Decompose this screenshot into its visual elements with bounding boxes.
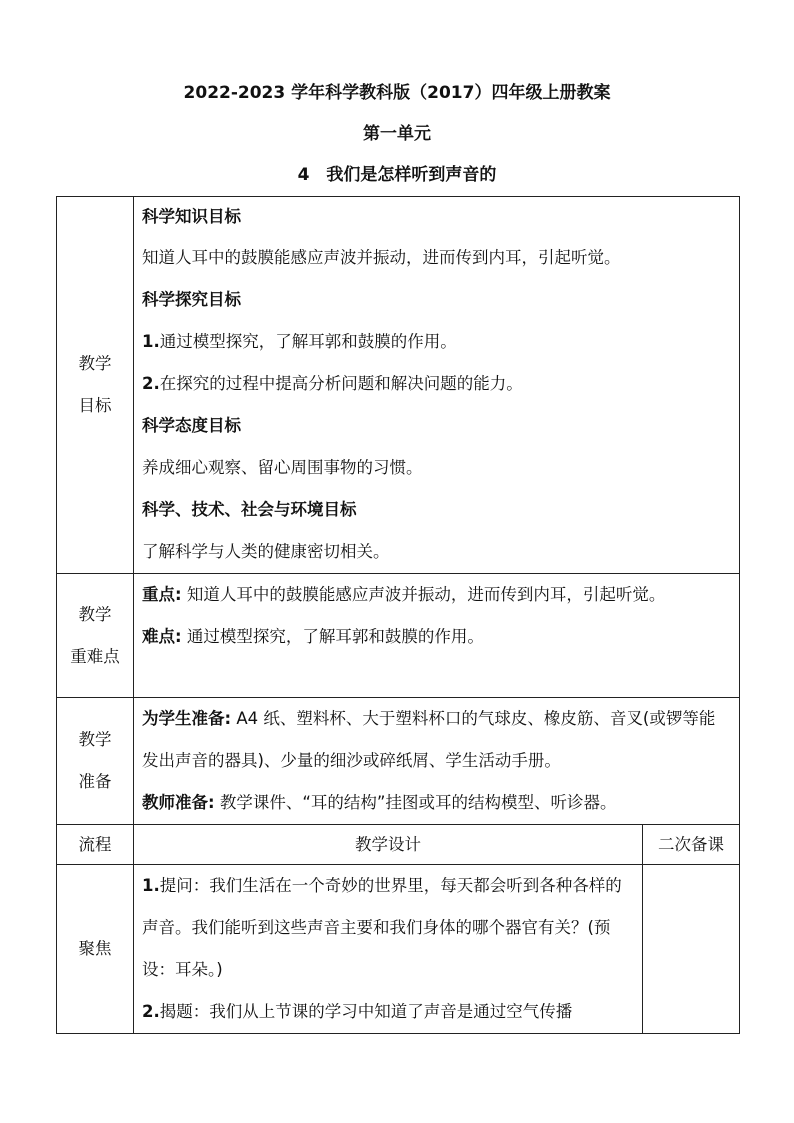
preparation-label-line2: 准备 xyxy=(78,772,112,791)
key-points-label xyxy=(57,574,134,698)
sts-heading: 科学、技术、社会与环境目标 xyxy=(142,500,357,519)
key-points-content xyxy=(134,574,740,698)
column-header-row xyxy=(57,825,740,865)
key-points-label-line1: 教学 xyxy=(78,604,112,624)
focus-item-1-text: 提问：我们生活在一个奇妙的世界里，每天都会听到各种各样的声音。我们能听到这些声音主要和我们身体的哪个器官有关？(预设：耳朵。) xyxy=(142,876,622,979)
key-point-label: 重点: xyxy=(142,585,182,604)
difficult-point xyxy=(142,616,733,658)
unit-title: 第一单元 xyxy=(363,124,431,144)
focus-label: 聚焦 xyxy=(57,865,134,1034)
knowledge-text: 知道人耳中的鼓膜能感应声波并振动，进而传到内耳，引起听觉。 xyxy=(142,248,621,267)
inquiry-item-2-number: 2. xyxy=(142,374,160,393)
inquiry-heading: 科学探究目标 xyxy=(142,290,241,309)
focus-item-1-number: 1. xyxy=(142,876,160,895)
document-title: 2022-2023 学年科学教科版（2017）四年级上册教案 xyxy=(183,83,611,103)
focus-notes-cell xyxy=(643,865,740,1034)
teacher-preparation xyxy=(142,782,733,824)
inquiry-item-1-number: 1. xyxy=(142,332,160,351)
column-header-notes: 二次备课 xyxy=(643,825,740,865)
column-header-design: 教学设计 xyxy=(134,825,643,865)
attitude-heading: 科学态度目标 xyxy=(142,416,241,435)
teacher-preparation-label: 教师准备: xyxy=(142,793,215,812)
preparation-label-line1: 教学 xyxy=(78,730,112,749)
knowledge-heading: 科学知识目标 xyxy=(142,207,241,226)
inquiry-item-1 xyxy=(142,321,733,363)
focus-content xyxy=(134,865,643,1034)
lesson-title: 4 我们是怎样听到声音的 xyxy=(297,165,497,185)
focus-item-2-text: 揭题：我们从上节课的学习中知道了声音是通过空气传播 xyxy=(159,1002,573,1021)
preparation-content xyxy=(134,698,740,825)
focus-item-1 xyxy=(142,865,636,991)
preparation-row xyxy=(57,698,740,825)
difficult-point-label: 难点: xyxy=(142,627,182,646)
column-header-flow: 流程 xyxy=(57,825,134,865)
objectives-content xyxy=(134,197,740,574)
student-preparation-label: 为学生准备: xyxy=(142,709,232,728)
difficult-point-text: 通过模型探究，了解耳郭和鼓膜的作用。 xyxy=(186,627,484,646)
objectives-label-line1: 教学 xyxy=(78,354,112,373)
student-preparation xyxy=(142,698,717,782)
focus-row xyxy=(57,865,740,1034)
focus-item-2-number: 2. xyxy=(142,1002,160,1021)
teacher-preparation-text: 教学课件、“耳的结构”挂图或耳的结构模型、听诊器。 xyxy=(219,793,617,812)
objectives-row xyxy=(57,197,740,574)
objectives-label-line2: 目标 xyxy=(78,396,112,415)
sts-text: 了解科学与人类的健康密切相关。 xyxy=(142,542,390,561)
inquiry-item-1-text: 通过模型探究，了解耳郭和鼓膜的作用。 xyxy=(159,332,457,351)
key-point xyxy=(142,574,702,616)
preparation-label xyxy=(57,698,134,825)
key-points-label-line2: 重难点 xyxy=(70,646,120,666)
inquiry-item-2 xyxy=(142,363,733,405)
key-point-text: 知道人耳中的鼓膜能感应声波并振动，进而传到内耳，引起听觉。 xyxy=(186,585,666,604)
focus-item-2 xyxy=(142,991,636,1033)
attitude-text: 养成细心观察、留心周围事物的习惯。 xyxy=(142,458,423,477)
student-preparation-text: A4 纸、塑料杯、大于塑料杯口的气球皮、橡皮筋、音叉(或锣等能发出声音的器具)、少量的细沙或碎纸屑、学生活动手册。 xyxy=(142,709,716,770)
key-points-row xyxy=(57,574,740,698)
objectives-label xyxy=(57,197,134,574)
lesson-plan-table xyxy=(56,196,740,1034)
inquiry-item-2-text: 在探究的过程中提高分析问题和解决问题的能力。 xyxy=(159,374,523,393)
